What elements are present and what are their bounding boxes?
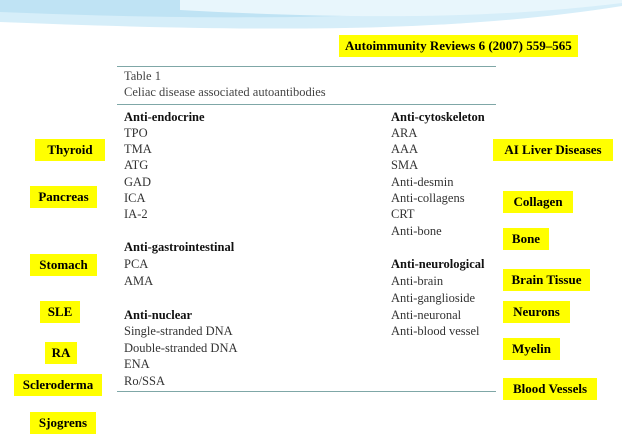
table-cell: Anti-collagens [391, 191, 465, 205]
table-bottom-rule [117, 391, 496, 392]
table-cell: PCA [124, 257, 149, 271]
tag-ra: RA [45, 342, 77, 364]
table-cell: Anti-desmin [391, 175, 454, 189]
table-cell: Ro/SSA [124, 374, 165, 388]
tag-brain-tissue: Brain Tissue [503, 269, 590, 291]
tag-collagen: Collagen [503, 191, 573, 213]
table-cell: ENA [124, 357, 150, 371]
table-cell: ICA [124, 191, 146, 205]
heading-anti-endocrine: Anti-endocrine [124, 110, 205, 124]
tag-blood-vessels: Blood Vessels [503, 378, 597, 400]
tag-scleroderma: Scleroderma [14, 374, 102, 396]
tag-pancreas: Pancreas [30, 186, 97, 208]
table-label: Table 1 [124, 69, 161, 83]
citation-label: Autoimmunity Reviews 6 (2007) 559–565 [339, 35, 578, 57]
table-cell: IA-2 [124, 207, 148, 221]
tag-ai-liver-diseases: AI Liver Diseases [493, 139, 613, 161]
table-cell: Single-stranded DNA [124, 324, 233, 338]
tag-bone: Bone [503, 228, 549, 250]
tag-myelin: Myelin [503, 338, 560, 360]
table-cell: Anti-neuronal [391, 308, 462, 322]
heading-anti-gastrointestinal: Anti-gastrointestinal [124, 240, 235, 254]
table-top-rule [117, 66, 496, 67]
heading-anti-neurological: Anti-neurological [391, 257, 485, 271]
table-cell: SMA [391, 158, 419, 172]
table-cell: Double-stranded DNA [124, 341, 238, 355]
tag-stomach: Stomach [30, 254, 97, 276]
table-cell: ATG [124, 158, 149, 172]
table-cell: Anti-brain [391, 274, 444, 288]
table-caption: Celiac disease associated autoantibodies [124, 85, 326, 99]
table-cell: TMA [124, 142, 152, 156]
tag-sjogrens: Sjogrens [30, 412, 96, 434]
tag-neurons: Neurons [503, 301, 570, 323]
table-cell: Anti-bone [391, 224, 442, 238]
table-cell: ARA [391, 126, 418, 140]
tag-sle: SLE [40, 301, 80, 323]
table-cell: AMA [124, 274, 154, 288]
table-cell: AAA [391, 142, 419, 156]
table-cell: TPO [124, 126, 148, 140]
table-cell: CRT [391, 207, 415, 221]
table-cell: GAD [124, 175, 152, 189]
table-header-rule [117, 104, 496, 105]
tag-thyroid: Thyroid [35, 139, 105, 161]
table-cell: Anti-ganglioside [391, 291, 476, 305]
heading-anti-nuclear: Anti-nuclear [124, 308, 193, 322]
heading-anti-cytoskeleton: Anti-cytoskeleton [391, 110, 485, 124]
table-cell: Anti-blood vessel [391, 324, 480, 338]
